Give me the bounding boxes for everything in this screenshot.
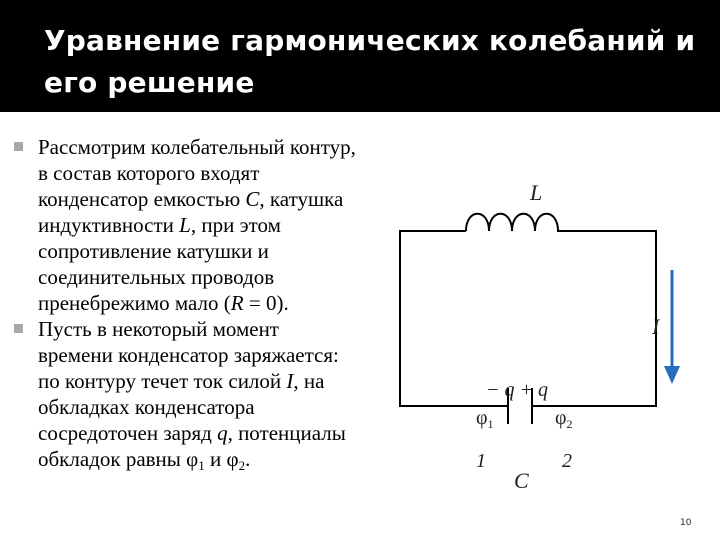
page-number: 10: [680, 518, 692, 528]
charge-label: − q + q: [486, 379, 548, 401]
square-bullet-icon: [14, 324, 23, 333]
text-run: Рассмотрим колебательный контур, в состав которого входят конденсатор емкостью: [38, 135, 356, 211]
inductor-label: L: [530, 180, 543, 205]
plate-1-label: 1: [476, 450, 486, 472]
slide-title: Уравнение гармонических колебаний и его решение: [44, 24, 696, 99]
text-run: 1: [198, 458, 205, 473]
bullet-list: [6, 134, 358, 479]
phi1-label: $\varphi_1$: [476, 407, 494, 431]
lc-circuit-diagram: [380, 170, 680, 510]
text-run: R: [230, 291, 244, 315]
plate-2-label: 2: [562, 450, 572, 472]
text-run: 2: [238, 458, 246, 473]
text-run: I: [286, 369, 294, 393]
current-arrow: [664, 270, 680, 384]
title-bar: [0, 0, 720, 112]
text-run: Пусть в некоторый момент времени конденсатор заряжается: по контуру течет ток силой: [38, 317, 339, 393]
text-run: C: [245, 187, 260, 211]
text-run: = 0).: [243, 291, 289, 315]
text-run: , потенциалы обкладок равны φ: [38, 421, 346, 471]
text-run: , катушка индуктивности: [38, 187, 344, 237]
text-run: L: [179, 213, 191, 237]
bullet-text: [38, 317, 346, 471]
bullet-item: [6, 134, 358, 316]
inductor-coil: [466, 214, 568, 231]
bullet-item: [6, 316, 358, 479]
text-run: q: [217, 421, 228, 445]
current-label: I: [652, 314, 660, 339]
text-run: , на обкладках конденсатора сосредоточен заряд: [38, 369, 325, 445]
text-run: .: [245, 447, 251, 471]
text-run: и φ: [204, 447, 239, 471]
bullet-text: [38, 135, 356, 315]
square-bullet-icon: [14, 142, 23, 151]
wire-right: [532, 231, 656, 406]
phi2-label: $\varphi_2$: [555, 407, 573, 431]
text-run: , при этом сопротивление катушки и соединительных проводов пренебрежимо мало (: [38, 213, 281, 315]
capacitor-label: C: [514, 468, 529, 493]
